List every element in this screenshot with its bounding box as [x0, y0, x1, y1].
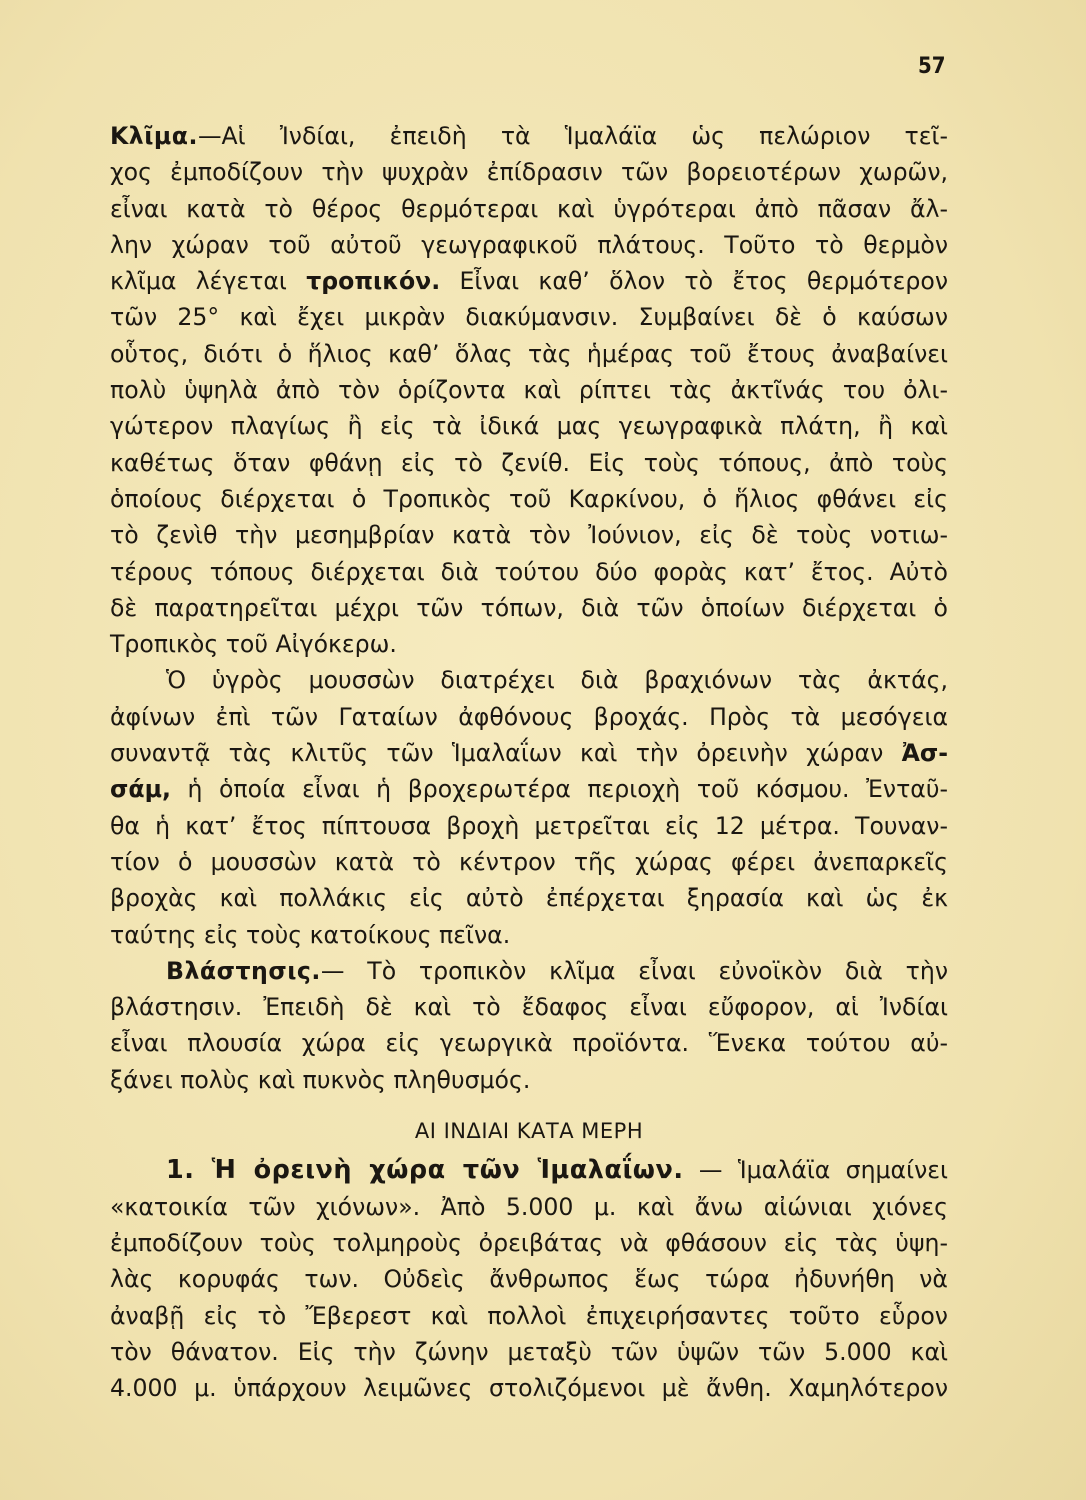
text-line	[110, 953, 948, 989]
line-mixed: σάμ, ἡ ὁποία εἶναι ἡ βροχερωτέρα περιοχὴ τοῦ κόσμου. Ἐνταῦ-	[110, 775, 948, 804]
text-line: τίον ὁ μουσσὼν κατὰ τὸ κέντρον τῆς χώρας φέρει ἀνεπαρκεῖς	[110, 847, 948, 876]
section-heading-klima: Κλῖμα.	[110, 122, 198, 150]
text-line: ὁποίους διέρχεται ὁ Τροπικὸς τοῦ Καρκίνου, ὁ ἥλιος φθάνει εἰς	[110, 484, 948, 513]
text-line: 4.000 μ. ὑπάρχουν λειμῶνες στολιζόμενοι μὲ ἄνθη. Χαμηλότερον	[110, 1374, 948, 1403]
text-line: γώτερον πλαγίως ἢ εἰς τὰ ἰδικά μας γεωγραφικὰ πλάτη, ἢ καὶ	[110, 412, 948, 441]
text-line: τέρους τόπους διέρχεται διὰ τούτου δύο φορὰς κατ’ ἔτος. Αὐτὸ	[110, 557, 948, 586]
paragraph-lead-line: Βλάστησις.— Τὸ τροπικὸν κλῖμα εἶναι εὐνοϊκὸν διὰ τὴν	[166, 956, 948, 985]
text-line: λὰς κορυφάς των. Οὐδεὶς ἄνθρωπος ἕως τώρα ἠδυνήθη νὰ	[110, 1265, 948, 1294]
text-line: δὲ παρατηρεῖται μέχρι τῶν τόπων, διὰ τῶν ὁποίων διέρχεται ὁ	[110, 593, 948, 622]
section-heading-himalaya: 1. Ἡ ὀρεινὴ χώρα τῶν Ἱμαλαΐων.	[166, 1155, 684, 1186]
text-line	[110, 118, 948, 154]
text-line: τὸ ζενὶθ τὴν μεσημβρίαν κατὰ τὸν Ἰούνιον, εἰς δὲ τοὺς νοτιω-	[110, 521, 948, 550]
text-line: καθέτως ὅταν φθάνῃ εἰς τὸ ζενίθ. Εἰς τοὺς τόπους, ἀπὸ τοὺς	[110, 448, 948, 477]
text-line: οὗτος, διότι ὁ ἥλιος καθ’ ὅλας τὰς ἡμέρας τοῦ ἔτους ἀναβαίνει	[110, 339, 948, 368]
line-mixed: κλῖμα λέγεται τροπικόν. Εἶναι καθ’ ὅλον τὸ ἔτος θερμότερον	[110, 267, 949, 296]
text-line: βροχὰς καὶ πολλάκις εἰς αὐτὸ ἐπέρχεται ξηρασία καὶ ὡς ἐκ	[110, 884, 948, 913]
text-line: εἶναι πλουσία χώρα εἰς γεωργικὰ προϊόντα. Ἕνεκα τούτου αὐ-	[110, 1029, 948, 1058]
section-heading-vlastisis: Βλάστησις.	[166, 956, 321, 985]
text-line	[110, 771, 948, 807]
paragraph-lead-line: 1. Ἡ ὀρεινὴ χώρα τῶν Ἱμαλαΐων. — Ἱμαλάϊα σημαίνει	[166, 1155, 949, 1186]
text-line: Ὁ ὑγρὸς μουσσὼν διατρέχει διὰ βραχιόνων τὰς ἀκτάς,	[166, 666, 948, 695]
text-line: ἀφίνων ἐπὶ τῶν Γαταίων ἀφθόνους βροχάς. Πρὸς τὰ μεσόγεια	[110, 702, 948, 731]
text-line: θα ἡ κατ’ ἔτος πίπτουσα βροχὴ μετρεῖται εἰς 12 μέτρα. Τουναν-	[110, 811, 948, 840]
text-line	[110, 263, 948, 299]
text-line: τῶν 25° καὶ ἔχει μικρὰν διακύμανσιν. Συμβαίνει δὲ ὁ καύσων	[110, 303, 948, 332]
text-line: τὸν θάνατον. Εἰς τὴν ζώνην μεταξὺ τῶν ὑψῶν τῶν 5.000 καὶ	[110, 1337, 948, 1366]
chapter-title: ΑΙ ΙΝΔΙΑΙ ΚΑΤΑ ΜΕΡΗ	[414, 1119, 644, 1144]
line-mixed: συναντᾷ τὰς κλιτῦς τῶν Ἱμαλαΐων καὶ τὴν ὀρεινὴν χώραν Ἀσ-	[110, 739, 949, 768]
body-text	[110, 118, 948, 1406]
text-line: χος ἐμποδίζουν τὴν ψυχρὰν ἐπίδρασιν τῶν βορειοτέρων χωρῶν,	[110, 158, 948, 187]
text-line: ἀναβῇ εἰς τὸ Ἔβερεστ καὶ πολλοὶ ἐπιχειρήσαντες τοῦτο εὗρον	[110, 1301, 948, 1330]
text-line	[110, 1152, 948, 1188]
text-line: ξάνει πολὺς καὶ πυκνὸς πληθυσμός.	[110, 1065, 531, 1094]
paragraph-lead-line: Κλῖμα.—Αἱ Ἰνδίαι, ἐπειδὴ τὰ Ἱμαλάϊα ὡς πελώριον τεῖ-	[110, 122, 948, 150]
text-line: Τροπικὸς τοῦ Αἰγόκερω.	[110, 630, 397, 659]
text-line: λην χώραν τοῦ αὐτοῦ γεωγραφικοῦ πλάτους. Τοῦτο τὸ θερμὸν	[110, 230, 948, 259]
text-line: εἶναι κατὰ τὸ θέρος θερμότεραι καὶ ὑγρότεραι ἀπὸ πᾶσαν ἄλ-	[110, 194, 948, 223]
text-line: ταύτης εἰς τοὺς κατοίκους πεῖνα.	[110, 920, 511, 949]
emphasis-tropikon: τροπικόν.	[306, 267, 441, 296]
text-line: βλάστησιν. Ἐπειδὴ δὲ καὶ τὸ ἔδαφος εἶναι εὔφορον, αἱ Ἰνδίαι	[110, 993, 948, 1022]
text-line: «κατοικία τῶν χιόνων». Ἀπὸ 5.000 μ. καὶ ἄνω αἰώνιαι χιόνες	[110, 1192, 948, 1221]
emphasis-assam: Ἀσ-	[901, 739, 949, 768]
emphasis-assam-end: σάμ,	[110, 775, 171, 804]
text-line: πολὺ ὑψηλὰ ἀπὸ τὸν ὁρίζοντα καὶ ρίπτει τὰς ἀκτῖνάς του ὀλι-	[110, 376, 948, 405]
text-line	[110, 735, 948, 771]
text-line: ἐμποδίζουν τοὺς τολμηροὺς ὀρειβάτας νὰ φθάσουν εἰς τὰς ὑψη-	[110, 1228, 948, 1257]
page-number: 57	[918, 54, 946, 79]
